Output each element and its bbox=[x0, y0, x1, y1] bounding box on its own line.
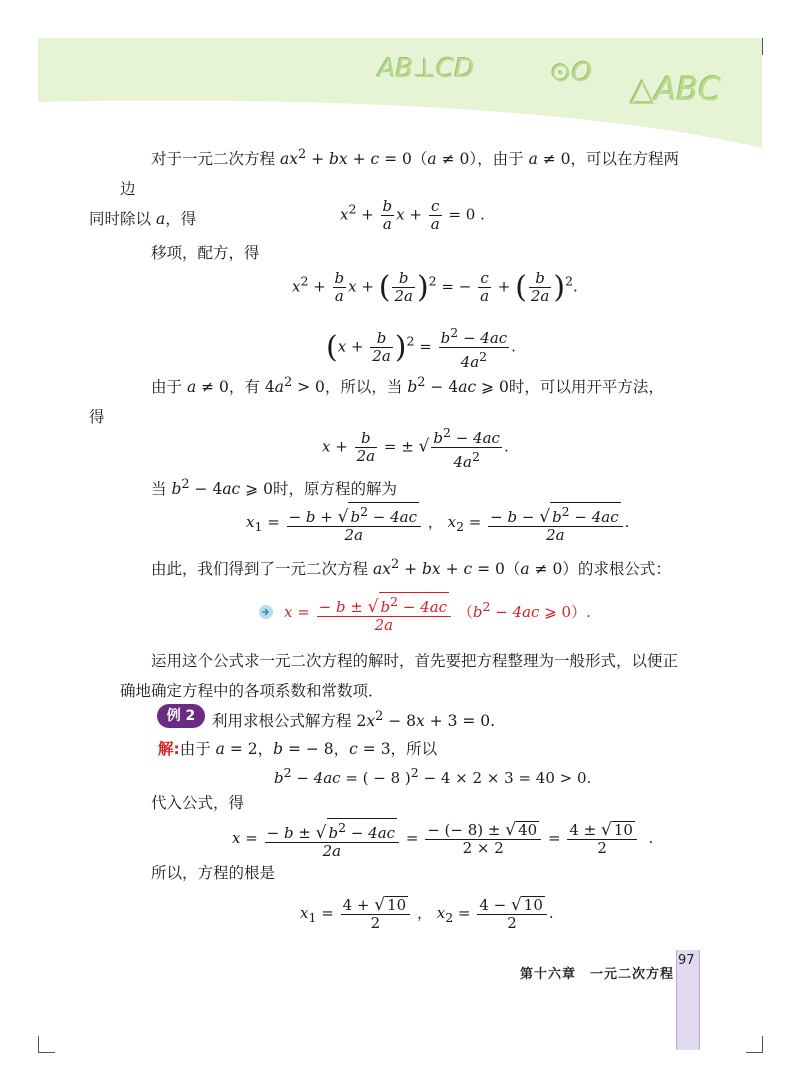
paragraph-intro: 对于一元二次方程 $ax^2$ + bx + c = 0（a ≠ 0），由于 a ≠ 0，可以在方程两边 同时除以 a，得 bbox=[89, 147, 680, 229]
page-number: 97 bbox=[678, 953, 695, 968]
solution-line: 解:由于 a = 2，b = − 8，c = 3，所以 bbox=[158, 740, 438, 758]
formula-marker-icon bbox=[258, 604, 274, 620]
example-statement: 利用求根公式解方程 $2x^2 - 8x + 3 = 0$. bbox=[212, 709, 496, 731]
paragraph-complete-square: 移项，配方，得 bbox=[151, 244, 260, 262]
equation-two-roots: $x_1$ = $\frac{- b + √ b^2 - 4ac}{2a}$ ， $x_2$ = $\frac{- b - √ b^2 - 4ac}{2a}$ . bbox=[246, 504, 630, 544]
equation-square-form: (x + $\frac{b}{2a}$ )$^2$ = $\frac{b^2 - 4ac}{4a^2}$ . bbox=[326, 325, 516, 371]
equation-discriminant-value: $b^2 - 4ac$ = ( − 8 )$^2$ − 4 × 2 × 3 = 40 > 0. bbox=[274, 765, 592, 787]
chapter-footer: 第十六章 一元二次方程 bbox=[520, 967, 675, 982]
crop-mark-bottom-left bbox=[38, 1036, 55, 1053]
equation-substitution: x = $\frac{- b \pm √ b^2 - 4ac}{2a}$ = $\frac{- (- 8) \pm √ 40}{2 \times 2}$ = $\frac{4 \pm √ 10}{2}$ . bbox=[232, 820, 654, 860]
header-deco-triangle: △ABC bbox=[630, 70, 721, 108]
equation-complete-square: $x^2$ + $\frac{b}{a}$ x + ( $\frac{b}{2a}$ )$^2$ = − $\frac{c}{a}$ + ( $\frac{b}{2a}$ )$^2$. bbox=[292, 269, 578, 305]
solution-label: 解: bbox=[158, 740, 180, 758]
equation-final-roots: $x_1$ = $\frac{4 + √ 10}{2}$ ， $x_2$ = $\frac{4 - √ 10}{2}$ . bbox=[300, 895, 554, 932]
paragraph-formula-intro: 由此，我们得到了一元二次方程 $ax^2$ + bx + c = 0（a ≠ 0）的求根公式： bbox=[151, 557, 671, 579]
equation-divided: $x^2$ + $\frac{b}{a}$ x + $\frac{c}{a}$ = 0 . bbox=[340, 197, 485, 233]
paragraph-usage: 运用这个公式求一元二次方程的解时，首先要把方程整理为一般形式，以便正确地确定方程中的各项系数和常数项． bbox=[120, 652, 679, 700]
header-deco-circle: ⊙O bbox=[550, 58, 593, 88]
equation-root-form: x + $\frac{b}{2a}$ = ± √ $\frac{b^2 - 4ac}{4a^2}$ . bbox=[322, 425, 509, 471]
header-deco-perpendicular: AB⊥CD bbox=[378, 54, 475, 84]
paragraph-discriminant: 由于 a ≠ 0，有 $4a^2 > 0$，所以，当 $b^2 - 4ac$ ⩾ 0时，可以用开平方法， 得 bbox=[89, 375, 664, 427]
example-badge: 例 2 bbox=[157, 704, 205, 728]
paragraph-roots: 所以，方程的根是 bbox=[151, 864, 276, 882]
quadratic-formula: x = $\frac{- b \pm √ b^2 - 4ac}{2a}$ （$b^2 - 4ac$ ⩾ 0）. bbox=[284, 594, 591, 634]
paragraph-solutions: 当 $b^2 - 4ac$ ⩾ 0时，原方程的解为 bbox=[151, 477, 397, 499]
crop-mark-bottom-right bbox=[746, 1036, 763, 1053]
paragraph-substitute: 代入公式，得 bbox=[151, 794, 245, 812]
